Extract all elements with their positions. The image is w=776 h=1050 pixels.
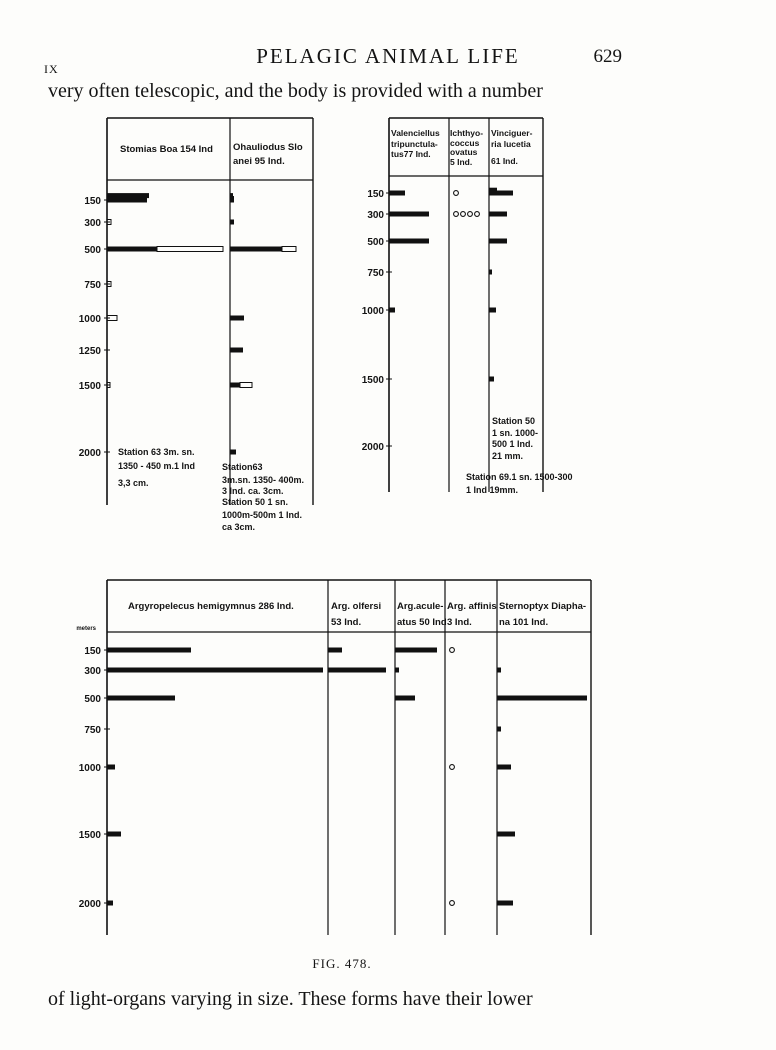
chart-0-filled-bar [107,198,147,203]
chart-1-column-title: ovatus [450,147,478,157]
chart-0-filled-bar [230,316,244,321]
chart-2-column-title: 3 Ind. [447,617,472,628]
chart-0-filled-bar [230,198,234,203]
chart-0-tick-label: 1250 [78,346,101,357]
chart-1-tick-label: 1500 [361,375,384,386]
chart-1-tick-label: 500 [367,237,384,248]
chart-1-filled-bar [389,212,429,217]
chart-2-filled-bar [107,696,175,701]
chart-0-filled-bar [230,348,243,353]
chart-0-station-note: Station 63 3m. sn. [118,447,195,457]
chart-0-hollow-bar [282,247,296,252]
chart-2-filled-bar [107,832,121,837]
chart-2-tick-label: 1500 [78,830,101,841]
chart-1-filled-bar [489,212,507,217]
chart-1-filled-bar [489,377,494,382]
chart-0-tick-label: 1000 [78,314,101,325]
chart-2-filled-bar [328,668,386,673]
chart-1-filled-bar [489,191,513,196]
chart-2-column-title: Argyropelecus hemigymnus 286 Ind. [128,601,294,612]
chart-1-filled-bar [389,191,405,196]
chart-2-tick-label: 1000 [78,763,101,774]
chart-1-column-title: tus77 Ind. [391,149,431,159]
chart-0-station-note: 3,3 cm. [118,478,149,488]
chart-1-column-title: Vinciguer- [491,128,533,138]
chart-1-filled-bar [389,308,395,313]
chart-2-tick-label: 750 [84,725,101,736]
chart-1-presence-circle [454,212,459,217]
chart-2-filled-bar [497,696,587,701]
page-number: 629 [593,46,622,67]
chart-0-station-note: Station63 [222,462,263,472]
chart-1-tick-label: 2000 [361,442,384,453]
chart-2-filled-bar [395,668,399,673]
chart-2-presence-circle [450,648,455,653]
chart-2-filled-bar [395,648,437,653]
chart-2-column-title: Sternoptyx Diapha- [499,601,587,612]
chart-2-filled-bar [497,832,515,837]
chart-0-tick-label: 750 [84,280,101,291]
chart-1-presence-circle [475,212,480,217]
chart-1-tick-label: 150 [367,189,384,200]
running-title: PELAGIC ANIMAL LIFE [256,44,520,68]
chart-1-filled-bar [489,239,507,244]
chart-2-filled-bar [328,648,342,653]
chart-2-column-title: 53 Ind. [331,617,362,628]
chart-0-filled-bar [230,450,236,455]
chart-1-filled-bar [489,270,492,275]
chart-1-station-note: Station 50 [492,416,536,426]
chart-0-filled-bar [230,220,234,225]
chapter-numeral: IX [44,62,59,76]
chart-2-column-title: Arg. olfersi [331,601,382,612]
chart-2-presence-circle [450,901,455,906]
chart-0-station-note: 3 Ind. ca. 3cm. [222,486,284,496]
chart-1-column-title: Valenciellus [391,128,440,138]
chart-1-column-title: coccus [450,138,480,148]
chart-2-column-title: Arg. affinis [447,601,497,612]
chart-1-presence-circle [454,191,459,196]
figure-caption: FIG. 478. [312,956,372,971]
chart-0-column-title: Stomias Boa 154 Ind [120,144,213,155]
chart-1-presence-circle [468,212,473,217]
chart-2-tick-label: 500 [84,694,101,705]
chart-0-filled-bar [107,247,157,252]
chart-0-tick-label: 150 [84,196,101,207]
chart-0-filled-bar [230,383,240,388]
chart-0-station-note: ca 3cm. [222,522,256,532]
chart-1-station-note: 1 Ind 19mm. [466,485,519,495]
chart-0-station-note: 3m.sn. 1350- 400m. [222,475,305,485]
chart-0-station-note: 1000m-500m 1 Ind. [222,510,303,520]
chart-1-filled-bar [389,239,429,244]
chart-2-presence-circle [450,765,455,770]
body-text-bottom: of light-organs varying in size. These forms have their lower [48,988,533,1010]
chart-2-filled-bar [107,901,113,906]
chart-1-filled-bar [489,308,496,313]
chart-0-hollow-bar [240,383,252,388]
chart-2-column-title: na 101 Ind. [499,617,549,628]
body-text-top: very often telescopic, and the body is provided with a number [48,80,543,102]
chart-2-filled-bar [107,765,115,770]
chart-1-column-title: ria lucetia [491,139,531,149]
chart-2-tick-label: 2000 [78,899,101,910]
chart-1-presence-circle [461,212,466,217]
chart-2-filled-bar [395,696,415,701]
chart-0-tick-label: 300 [84,218,101,229]
chart-2-filled-bar [497,668,501,673]
chart-1-station-note: 500 1 Ind. [492,439,534,449]
chart-0-tick-label: 500 [84,245,101,256]
chart-1-station-note: Station 69.1 sn. 1500-300 [466,472,573,482]
chart-0-station-note: 1350 - 450 m.1 Ind [118,461,196,471]
chart-2-tick-label: 300 [84,666,101,677]
chart-0-tick-label: 1500 [78,381,101,392]
chart-0-column-title: Ohauliodus Slo [233,142,303,153]
chart-1-station-note: 21 mm. [492,451,524,461]
chart-2-filled-bar [107,668,323,673]
chart-2-filled-bar [107,648,191,653]
chart-0-hollow-bar [157,247,223,252]
chart-2-column-title: atus 50 Ind [397,617,447,628]
chart-2-filled-bar [497,901,513,906]
chart-2-column-title: Arg.acule- [397,601,444,612]
chart-2-filled-bar [497,727,501,732]
chart-1-tick-label: 300 [367,210,384,221]
chart-2-filled-bar [497,765,511,770]
chart-1-tick-label: 750 [367,268,384,279]
chart-1-tick-label: 1000 [361,306,384,317]
chart-1-column-title: Ichthyo- [450,128,484,138]
chart-1-column-title: tripunctula- [391,139,438,149]
chart-2-axis-unit: meters [76,626,96,632]
chart-1-column-title: 5 Ind. [450,157,473,167]
chart-0-station-note: Station 50 1 sn. [222,497,289,507]
chart-0-tick-label: 2000 [78,448,101,459]
chart-1-column-title: 61 Ind. [491,156,518,166]
chart-0-filled-bar [230,247,282,252]
chart-0-column-title: anei 95 Ind. [233,156,285,167]
chart-2-tick-label: 150 [84,646,101,657]
chart-1-station-note: 1 sn. 1000- [492,428,539,438]
